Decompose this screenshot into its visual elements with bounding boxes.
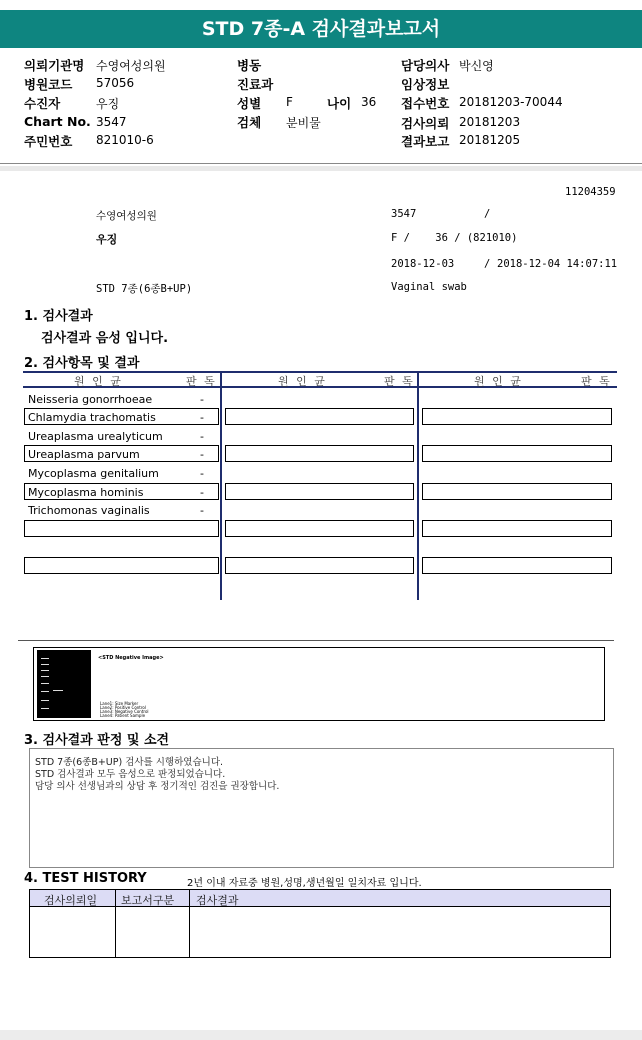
sex-value: F [286, 95, 293, 109]
info-test-name: STD 7종(6종B+UP) [96, 283, 193, 295]
col1-pathogen-head: 원 인 균 [74, 375, 123, 388]
info-sex-age: F / 36 / (821010) [391, 232, 518, 244]
section3-title: 3. 검사결과 판정 및 소견 [24, 733, 170, 748]
pathogen-name: Chlamydia trachomatis [28, 411, 156, 424]
age-value: 36 [361, 95, 377, 109]
row-box [225, 483, 414, 500]
gel-legend-line: Lane2: Positive Control [100, 705, 146, 710]
resident-no-label: 주민번호 [24, 134, 73, 149]
sex-label: 성별 [237, 96, 262, 111]
section-divider [18, 640, 614, 641]
row-box [422, 557, 612, 574]
dept-label: 진료과 [237, 77, 274, 92]
row-box [225, 557, 414, 574]
receipt-no-value: 20181203-70044 [459, 95, 563, 109]
ward-label: 병동 [237, 58, 262, 73]
request-date-label: 검사의뢰 [401, 116, 450, 131]
age-label: 나이 [327, 96, 352, 111]
row-box [422, 445, 612, 462]
col1-judge-head: 판 독 [186, 375, 217, 388]
doctor-value: 박신영 [459, 59, 494, 73]
table-col-divider [417, 371, 419, 600]
report-date-value: 20181205 [459, 133, 521, 147]
opinion-line: STD 검사결과 모두 음성으로 판정되었습니다. [35, 769, 226, 780]
row-box [422, 520, 612, 537]
col3-judge-head: 판 독 [581, 375, 612, 388]
history-col-report-type: 보고서구분 [121, 894, 175, 907]
hospital-code-value: 57056 [96, 76, 135, 90]
patient-value: 우징 [96, 97, 120, 111]
gel-legend-line: Lane3: Negative Control [100, 709, 149, 714]
row-box [225, 520, 414, 537]
pathogen-name: Neisseria gonorrhoeae [28, 393, 153, 406]
institution-label: 의뢰기관명 [24, 58, 85, 73]
pathogen-result: - [200, 467, 204, 480]
history-col-request-date: 검사의뢰일 [44, 894, 98, 907]
info-patient: 우징 [96, 233, 118, 246]
pathogen-name: Mycoplasma genitalium [28, 467, 159, 480]
gel-caption: <STD Negative Image> [98, 655, 164, 661]
col3-pathogen-head: 원 인 균 [474, 375, 523, 388]
pathogen-name: Trichomonas vaginalis [28, 504, 150, 517]
clinical-info-label: 임상정보 [401, 77, 450, 92]
history-col-divider [115, 890, 116, 957]
report-date-label: 결과보고 [401, 134, 450, 149]
history-col-result: 검사결과 [196, 894, 239, 907]
section2-title: 2. 검사항목 및 결과 [24, 356, 140, 371]
result-summary: 검사결과 음성 입니다. [41, 331, 169, 346]
section1-title: 1. 검사결과 [24, 309, 93, 324]
row-box [24, 520, 219, 537]
row-box [24, 557, 219, 574]
specimen-value: 분비물 [286, 116, 321, 130]
chart-no-value: 3547 [96, 115, 127, 129]
doctor-label: 담당의사 [401, 58, 450, 73]
hospital-code-label: 병원코드 [24, 77, 73, 92]
info-date-from: 2018-12-03 [391, 258, 455, 270]
info-date-sep: / [484, 258, 491, 270]
resident-no-value: 821010-6 [96, 133, 154, 147]
pathogen-name: Mycoplasma hominis [28, 486, 144, 499]
receipt-no-label: 접수번호 [401, 96, 450, 111]
pathogen-result: - [200, 486, 204, 499]
specimen-label: 검체 [237, 115, 262, 130]
history-table-header [30, 890, 610, 907]
pathogen-result: - [200, 411, 204, 424]
opinion-line: STD 7종(6종B+UP) 검사를 시행하였습니다. [35, 757, 224, 768]
info-chart: 3547 [391, 208, 417, 220]
gel-legend-line: Lane4: Patient Sample [100, 713, 146, 718]
page-footer [0, 1030, 642, 1040]
info-hospital: 수영여성의원 [96, 210, 157, 222]
col2-pathogen-head: 원 인 균 [278, 375, 327, 388]
row-box [422, 483, 612, 500]
info-chart-slash: / [484, 208, 491, 220]
pathogen-result: - [200, 430, 204, 443]
institution-value: 수영여성의원 [96, 59, 166, 73]
row-box [422, 408, 612, 425]
pathogen-name: Ureaplasma urealyticum [28, 430, 163, 443]
table-col-divider [220, 371, 222, 600]
report-title: STD 7종-A 검사결과보고서 [0, 10, 642, 48]
pathogen-result: - [200, 504, 204, 517]
gel-legend-line: Lane1: Size Marker [100, 701, 139, 706]
pathogen-name: Ureaplasma parvum [28, 448, 140, 461]
pathogen-result: - [200, 393, 204, 406]
report-id: 11204359 [565, 186, 616, 198]
gel-electrophoresis-image [37, 650, 91, 718]
header-divider [0, 163, 642, 164]
row-box [225, 445, 414, 462]
section4-title: 4. TEST HISTORY [24, 871, 147, 886]
history-col-divider [189, 890, 190, 957]
page-separator [0, 166, 642, 171]
row-box [225, 408, 414, 425]
opinion-line: 담당 의사 선생님과의 상담 후 정기적인 검진을 권장합니다. [35, 781, 280, 792]
pathogen-result: - [200, 448, 204, 461]
chart-no-label: Chart No. [24, 114, 91, 129]
patient-label: 수진자 [24, 96, 61, 111]
info-specimen: Vaginal swab [391, 281, 467, 293]
col2-judge-head: 판 독 [384, 375, 415, 388]
request-date-value: 20181203 [459, 115, 521, 129]
history-note: 2년 이내 자료중 병원,성명,생년월일 일치자료 입니다. [187, 878, 422, 889]
info-date-to: 2018-12-04 14:07:11 [497, 258, 618, 270]
